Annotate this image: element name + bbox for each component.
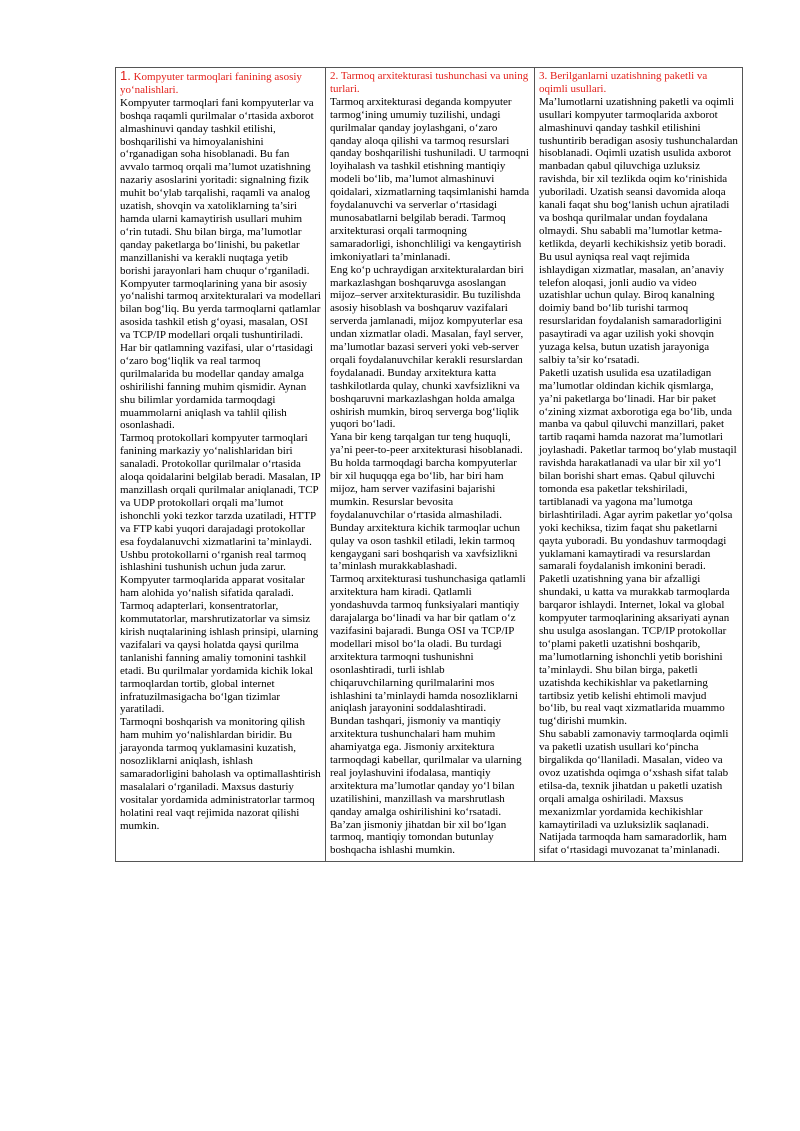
table-row bbox=[116, 68, 743, 862]
paragraph: Kompyuter tarmoqlarining yana bir asosiy yo‘nalishi tarmoq arxitekturalari va modellari bilan bog‘liq. Bu yerda tarmoqlarni qatlamlar asosida tashkil etish g‘oyasi, masalan, OSI va TCP/IP modellari orqali tushuntiriladi. Har bir qatlamning vazifasi, ular o‘rtasidagi o‘zaro bog‘liqlik va real tarmoq qurilmalarida bu modellar qanday amalga oshirilishi fanning muhim qismidir. Aynan shu bilimlar yordamida tarmoqdagi muammolarni aniqlash va tahlil qilish osonlashadi. bbox=[120, 277, 321, 432]
column-number: 2. bbox=[330, 70, 339, 82]
paragraph: Tarmoq protokollari kompyuter tarmoqlari fanining markaziy yo‘nalishlaridan biri sanaladi. Protokollar qurilmalar o‘rtasida aloqa qoidalarini belgilab beradi. Masalan, IP manzillash orqali qurilmalar aniqlanadi, TCP va UDP protokollari orqali ma’lumot ishonchli yoki tezkor tarzda uzatiladi, HTTP va FTP kabi yuqori darajadagi protokollar esa foydalanuvchi xizmatlarini ta’minlaydi. Ushbu protokollarni o‘rganish real tarmoq ishlashini tushunish uchun juda zarur. bbox=[120, 432, 321, 574]
paragraph: Kompyuter tarmoqlarida apparat vositalar ham alohida yo‘nalish sifatida qaraladi. Tarmoq adapterlari, konsentratorlar, kommutatorlar, marshrutizatorlar va simsiz kirish nuqtalarining ishlash prinsipi, ularning vazifalari va qaysi holatda qaysi qurilma tanlanishi fanning amaliy tomonini tashkil etadi. Bu qurilmalar yordamida kichik lokal tarmoqlardan tortib, global internet infratuzilmasigacha bo‘lgan tizimlar yaratiladi. bbox=[120, 574, 319, 716]
column-title-text: Kompyuter tarmoqlari fanining asosiy yo‘nalishlari. bbox=[120, 71, 302, 96]
paragraph: Shu sababli zamonaviy tarmoqlarda oqimli va paketli uzatish usullari ko‘pincha birgalikda qo‘llaniladi. Masalan, video va ovoz uzatishda oqimga o‘xshash sifat talab etilsa-da, texnik jihatdan u paketli uzatish orqali amalga oshiriladi. Maxsus mexanizmlar yordamida kechikishlar kamaytiriladi va uzluksizlik saqlanadi. Natijada tarmoqda ham samaradorlik, ham sifat o‘rtasidagi muvozanat ta’minlanadi. bbox=[539, 728, 729, 857]
paragraph: Ma’lumotlarni uzatishning paketli va oqimli usullari kompyuter tarmoqlarida axborot almashinuvi qanday tashkil etilishini tushuntirib beradigan asosiy tushunchalardan hisoblanadi. Oqimli uzatish usulida axborot manbadan qabul qiluvchiga uzluksiz ravishda, bir xil tezlikda oqim ko‘rinishida yuboriladi. Uzatish seansi davomida aloqa kanali faqat shu bog‘lanish uchun ajratiladi va boshqa qurilmalar undan foydalana olmaydi. Shu sababli ma’lumotlar ketma-ketlikda, deyarli kechikishsiz yetib boradi. Bu usul ayniqsa real vaqt rejimida ishlaydigan xizmatlar, masalan, an’anaviy telefon aloqasi, jonli audio va video uzatishlar uchun qulay. Biroq kanalning doimiy band bo‘lib turishi tarmoq resurslaridan foydalanish samaradorligini pasaytiradi va agar uzilish yoki shovqin yuzaga kelsa, butun uzatish jarayoniga salbiy ta’sir ko‘rsatadi. bbox=[539, 95, 738, 366]
column-1 bbox=[116, 68, 326, 862]
paragraph: Yana bir keng tarqalgan tur teng huquqli, ya’ni peer-to-peer arxitekturasi hisoblanadi. Bu holda tarmoqdagi barcha kompyuterlar bir xil huquqqa ega bo‘lib, har biri ham mijoz, ham server vazifasini bajarishi mumkin. Resurslar bevosita foydalanuvchilar o‘rtasida almashiladi. Bunday arxitektura kichik tarmoqlar uchun qulay va oson tashkil etiladi, lekin tarmoq kengaygani sari boshqarish va xavfsizlikni ta’minlash murakkablashadi. bbox=[330, 431, 523, 573]
document-page bbox=[115, 67, 742, 862]
column-3 bbox=[535, 68, 743, 862]
column-title bbox=[539, 70, 738, 96]
column-title bbox=[120, 70, 321, 97]
paragraph: Eng ko‘p uchraydigan arxitekturalardan biri markazlashgan boshqaruvga asoslangan mijoz–server arxitekturasidir. Bu tuzilishda asosiy hisoblash va boshqaruv vazifalari serverda jamlanadi, mijoz kompyuterlar esa undan xizmatlar oladi. Masalan, fayl server, ma’lumotlar bazasi serveri yoki veb-server orqali foydalanuvchilar kerakli resurslardan foydalanadi. Bunday arxitektura katta tashkilotlarda qulay, chunki xavfsizlikni va boshqaruvni markazlashgan holda amalga oshirish mumkin, biroq serverga bog‘liqlik yuqori bo‘ladi. bbox=[330, 263, 524, 431]
column-title bbox=[330, 70, 530, 96]
paragraph: Bundan tashqari, jismoniy va mantiqiy arxitektura tushunchalari ham muhim ahamiyatga ega. Jismoniy arxitektura tarmoqdagi kabellar, qurilmalar va ularning real joylashuvini ifodalasa, mantiqiy arxitektura ma’lumotlar qanday yo‘l bilan uzatilishini, manzillash va marshrutlash qanday amalga oshirilishini ko‘rsatadi. Ba’zan jismoniy jihatdan bir xil bo‘lgan tarmoq, mantiqiy tomondan butunlay boshqacha ishlashi mumkin. bbox=[330, 715, 522, 857]
paragraph: Kompyuter tarmoqlari fani kompyuterlar va boshqa raqamli qurilmalar o‘rtasida axborot almashinuvi qanday tashkil etilishi, boshqarilishi va himoyalanishini o‘rganadigan soha hisoblanadi. Bu fan avvalo tarmoq orqali ma’lumot uzatishning nazariy asoslarini yoritadi: signalning fizik muhit bo‘ylab tarqalishi, raqamli va analog uzatish, shovqin va xatoliklarning ta’siri hamda ularni kamaytirish usullari muhim o‘rin tutadi. Shu bilan birga, ma’lumotlar qanday paketlarga bo‘linishi, bu paketlar manzillanishi va kerakli nuqtaga yetib borishi jarayonlari ham chuqur o‘rganiladi. bbox=[120, 96, 314, 277]
paragraph: Tarmoq arxitekturasi deganda kompyuter tarmog‘ining umumiy tuzilishi, undagi qurilmalar qanday joylashgani, o‘zaro qanday aloqa qilishi va tarmoq resurslari qanday boshqarilishi tushuniladi. U tarmoqni loyihalash va tashkil etishning mantiqiy modeli bo‘lib, ma’lumot almashinuvi qoidalari, xizmatlarning taqsimlanishi hamda foydalanuvchi va serverlar o‘rtasidagi munosabatlarni belgilab beradi. Tarmoq arxitekturasi orqali tarmoqning samaradorligi, ishonchliligi va kengaytirish imkoniyatlari ta’minlanadi. bbox=[330, 95, 530, 263]
column-2 bbox=[326, 68, 535, 862]
three-column-table bbox=[115, 67, 743, 862]
paragraph: Tarmoqni boshqarish va monitoring qilish ham muhim yo‘nalishlardan biridir. Bu jarayonda tarmoq yuklamasini kuzatish, nosozliklarni aniqlash, ishlash samaradorligini baholash va optimallashtirish masalalari o‘rganiladi. Maxsus dasturiy vositalar yordamida administratorlar tarmoq holatini real vaqt rejimida nazorat qilishi mumkin. bbox=[120, 716, 321, 832]
column-number: 1. bbox=[120, 68, 131, 83]
paragraph: Tarmoq arxitekturasi tushunchasiga qatlamli arxitektura ham kiradi. Qatlamli yondashuvda tarmoq funksiyalari mantiqiy darajalarga bo‘linadi va har bir qatlam o‘z vazifasini bajaradi. Bunga OSI va TCP/IP modellari misol bo‘la oladi. Bu turdagi arxitektura tarmoqni tushunishni osonlashtiradi, turli ishlab chiqaruvchilarning qurilmalarini mos ishlashini ta’minlaydi hamda nosozliklarni aniqlash jarayonini soddalashtiradi. bbox=[330, 573, 526, 715]
paragraph: Paketli uzatish usulida esa uzatiladigan ma’lumotlar oldindan kichik qismlarga, ya’ni paketlarga bo‘linadi. Har bir paket o‘zining xizmat axborotiga ega bo‘lib, unda manba va qabul qiluvchi manzillari, paket tartib raqami hamda nazorat ma’lumotlari joylashadi. Paketlar tarmoq bo‘ylab mustaqil ravishda harakatlanadi va ular bir xil yo‘l bilan borishi shart emas. Qabul qiluvchi tomonda esa paketlar tekshiriladi, tartiblanadi va yagona ma’lumotga birlashtiriladi. Agar ayrim paketlar yo‘qolsa yoki kechiksa, tizim faqat shu paketlarni qayta yuboradi. Bu yondashuv tarmoqdagi yuklamani kamaytiradi va resurslardan samarali foydalanish imkonini beradi. bbox=[539, 366, 737, 573]
column-title-text: Berilganlarni uzatishning paketli va oqimli usullari. bbox=[539, 70, 708, 95]
paragraph: Paketli uzatishning yana bir afzalligi shundaki, u katta va murakkab tarmoqlarda barqaror ishlaydi. Internet, lokal va global kompyuter tarmoqlarining aksariyati aynan shu usulga asoslangan. TCP/IP protokollar to‘plami paketli uzatishni boshqarib, ma’lumotlarning ishonchli yetib borishini ta’minlaydi. Shu bilan birga, paketli uzatishda kechikishlar va paketlarning tartibsiz yetib kelishi ehtimoli mavjud bo‘lib, bu real vaqt xizmatlarida muammo tug‘dirishi mumkin. bbox=[539, 573, 730, 728]
column-number: 3. bbox=[539, 70, 548, 82]
column-title-text: Tarmoq arxitekturasi tushunchasi va uning turlari. bbox=[330, 70, 529, 95]
